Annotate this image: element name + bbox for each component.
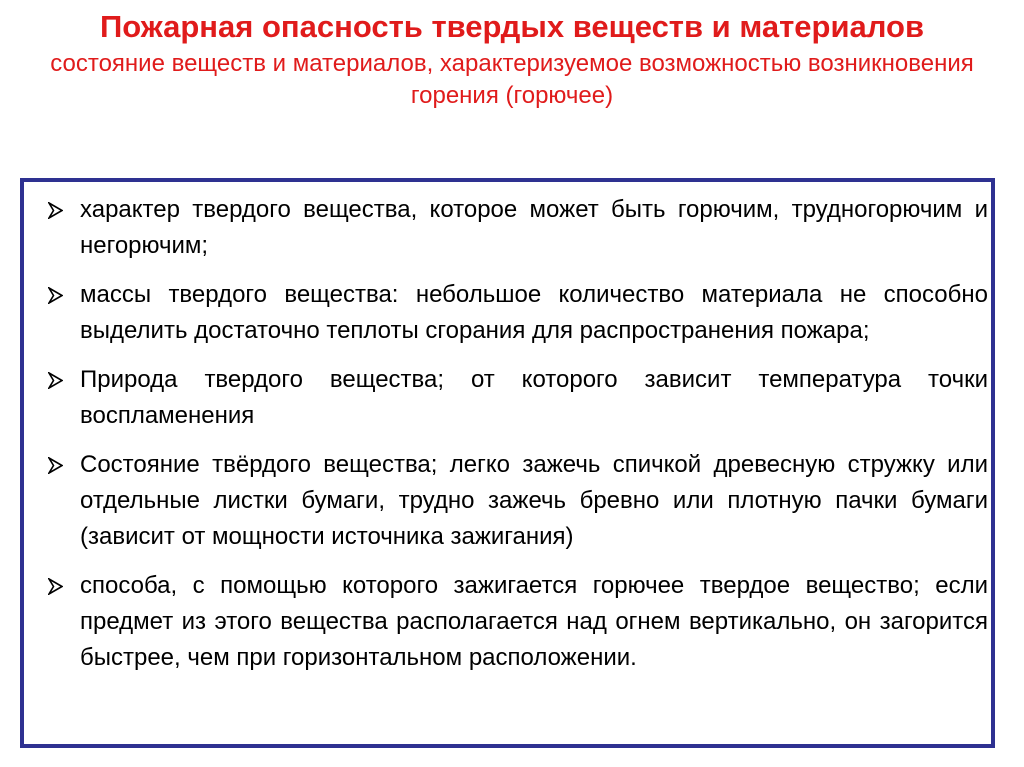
arrow-bullet-icon <box>30 447 80 483</box>
bullet-text: Состояние твёрдого вещества; легко зажечь спичкой древесную стружку или отдельные листки бумаги, трудно зажечь бревно или плотную пачки бумаги (зависит от мощности источника зажигания) <box>80 451 988 550</box>
arrow-bullet-icon <box>30 362 80 398</box>
bullet-text: Природа твердого вещества; от которого зависит температура точки воспламенения <box>80 366 988 429</box>
list-item <box>30 447 988 555</box>
slide-title: Пожарная опасность твердых веществ и материалов <box>99 9 925 44</box>
arrow-bullet-icon <box>30 192 80 228</box>
list-item <box>30 568 988 676</box>
list-item <box>30 362 988 434</box>
bullet-text: способа, с помощью которого зажигается горючее твердое вещество; если предмет из этого вещества располагается над огнем вертикально, он загорится быстрее, чем при горизонтальном расположении. <box>80 572 988 671</box>
list-item <box>30 192 988 264</box>
arrow-bullet-icon <box>30 277 80 313</box>
content-box <box>20 178 995 748</box>
bullet-text: массы твердого вещества: небольшое количество материала не способно выделить достаточно теплоты сгорания для распространения пожара; <box>80 281 988 344</box>
list-item <box>30 277 988 349</box>
slide-subtitle: состояние веществ и материалов, характеризуемое возможностью возникновения горения (горючее) <box>50 50 974 109</box>
arrow-bullet-icon <box>30 568 80 604</box>
bullet-text: характер твердого вещества, которое может быть горючим, трудногорючим и негорючим; <box>80 196 988 259</box>
bullet-list <box>30 192 988 689</box>
slide-header <box>40 8 984 112</box>
